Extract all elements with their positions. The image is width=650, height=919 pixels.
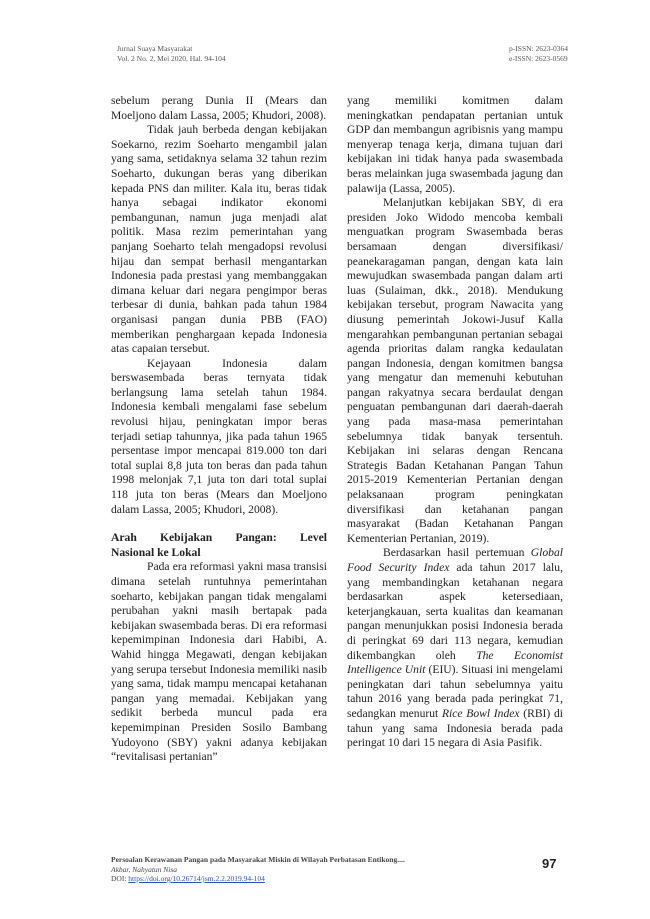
left-column [111, 94, 327, 765]
italic-term: The Economist Intelligence Unit [347, 648, 564, 677]
italic-term: Global Food Security Index [347, 546, 563, 574]
paragraph: Kejayaan Indonesia dalam berswasembada beras ternyata tidak berlangsung lama setelah tahun 1984. Indonesia kembali mengalami fase sebelum revolusi hijau, peningkatan impor beras terjadi setiap tahunnya, jika pada tahun 1965 persentase impor mencapai 819.000 ton dari total suplai 8,8 juta ton beras dan pada tahun 1998 melonjak 7,1 juta ton dari total suplai 118 juta ton beras (Mears dan Moeljono dalam Lassa, 2005; Khudori, 2008). [111, 356, 327, 516]
footer-title: Persoalan Kerawanan Pangan pada Masyarakat Miskin di Wilayah Perbatasan Entikong.... [111, 855, 405, 864]
footer-doi [111, 874, 561, 884]
journal-eissn: e-ISSN: 2623-0569 [509, 54, 568, 63]
paragraph: Melanjutkan kebijakan SBY, di era presiden Joko Widodo mencoba kembali menguatkan program Swasembada beras bersamaan dengan diversifikasi/ peanekaragaman pangan, dengan kata lain mewujudkan swasembada pangan dalam arti luas (Sulaiman, dkk., 2018). Mendukung kebijakan tersebut, program Nawacita yang diusung pemerintah Jokowi-Jusuf Kalla mengarahkan pembangunan pertanian sebagai agenda prioritas dalam rangka kedaulatan pangan Indonesia, dengan komitmen bangsa yang mengatur dan memenuhi kebutuhan pangan rakyatnya secara berdaulat dengan penguatan pembangunan dari daerah-daerah yang pada masa-masa pemerintahan sebelumnya tidak banyak tersentuh. Kebijakan ini selaras dengan Rencana Strategis Badan Ketahanan Pangan Tahun 2015-2019 Kementerian Pertanian dengan pelaksanaan program peningkatan diversifikasi dan ketahanan pangan masyarakat (Badan Ketahanan Pangan Kementerian Pertanian, 2019). [347, 196, 563, 545]
doi-label: DOI: [111, 874, 129, 883]
footer-authors: Akbar, Nahyatun Nisa [111, 864, 178, 874]
section-heading [111, 531, 327, 560]
right-column [347, 94, 563, 751]
journal-name: Jurnal Suaya Masyarakat [117, 44, 193, 53]
text-run: ada tahun 2017 lalu, yang membandingkan ketahanan negara berdasarkan aspek ketersediaan, keterjangkauan, serta kualitas dan keamanan pangan menunjukkan posisi Indonesia berada di peringkat 69 dari 113 negara, kemudian dikembangkan oleh [347, 561, 563, 662]
journal-pissn: p-ISSN: 2623-0364 [509, 44, 568, 53]
footer [111, 855, 561, 884]
text-run: Berdasarkan hasil pertemuan [383, 546, 531, 560]
text-run: (RBI) di tahun yang sama Indonesia berada pada peringat 10 dari 15 negara di Asia Pasifik. [347, 706, 563, 750]
paragraph: Tidak jauh berbeda dengan kebijakan Soekarno, rezim Soeharto mengambil jalan yang sama, setidaknya selama 32 tahun rezim Soeharto, dukungan beras yang diberikan kepada PNS dan militer. Kala itu, beras tidak hanya sebagai indikator ekonomi pembangunan, namun juga menjadi alat politik. Masa rezim pemerintahan yang panjang Soeharto telah mengadopsi revolusi hijau dan sempat berhasil mengantarkan Indonesia pada prestasi yang membanggakan dimana keluar dari negara pengimpor beras terbesar di dunia, bahkan pada tahun 1984 organisasi pangan dunia PBB (FAO) memberikan penghargaan kepada Indonesia atas capaian tersebut. [111, 123, 327, 356]
italic-term: Rice Bowl Index [441, 706, 520, 720]
page-number: 97 [542, 856, 557, 871]
doi-link[interactable]: https://doi.org/10.26714/jsm.2.2.2019.94-104 [128, 874, 265, 883]
journal-volume: Vol. 2 No. 2, Mei 2020, Hal. 94-104 [117, 54, 226, 63]
text-run: (EIU). Situasi ini mengelami peningkatan dari tahun sebelumnya yaitu tahun 2016 yang berada pada peringkat 71, sedangkan menurut [347, 663, 564, 720]
paragraph: sebelum perang Dunia II (Mears dan Moeljono dalam Lassa, 2005; Khudori, 2008). [111, 94, 327, 122]
section-heading-line1: Arah Kebijakan Pangan: Level [111, 531, 327, 545]
header-left [117, 44, 226, 64]
paragraph: Pada era reformasi yakni masa transisi dimana setelah runtuhnya pemerintahan soeharto, kebijakan pangan tidak mengalami perubahan yakni masih bertapak pada kebijakan swasembada beras. Di era reformasi kepemimpinan Indonesia dari Habibi, A. Wahid hingga Megawati, dengan kebijakan yang serupa tersebut Indonesia memiliki nasib yang sama, tidak mampu mencapai ketahanan pangan yang memadai. Kebijakan yang sedikit berbeda muncul pada era kepemimpinan Presiden Sosilo Bambang Yudoyono (SBY) yakni adanya kebijakan “revitalisasi pertanian” [111, 560, 327, 764]
header-right [509, 44, 568, 64]
section-heading-line2: Nasional ke Lokal [111, 545, 201, 559]
paragraph: yang memiliki komitmen dalam meningkatkan pendapatan pertanian untuk GDP dan membangun agribisnis yang mampu menyerap tenaga kerja, dimana tujuan dari kebijakan ini tidak hanya pada swasembada beras melainkan juga swasembada jagung dan palawija (Lassa, 2005). [347, 94, 563, 195]
paragraph [347, 546, 563, 750]
